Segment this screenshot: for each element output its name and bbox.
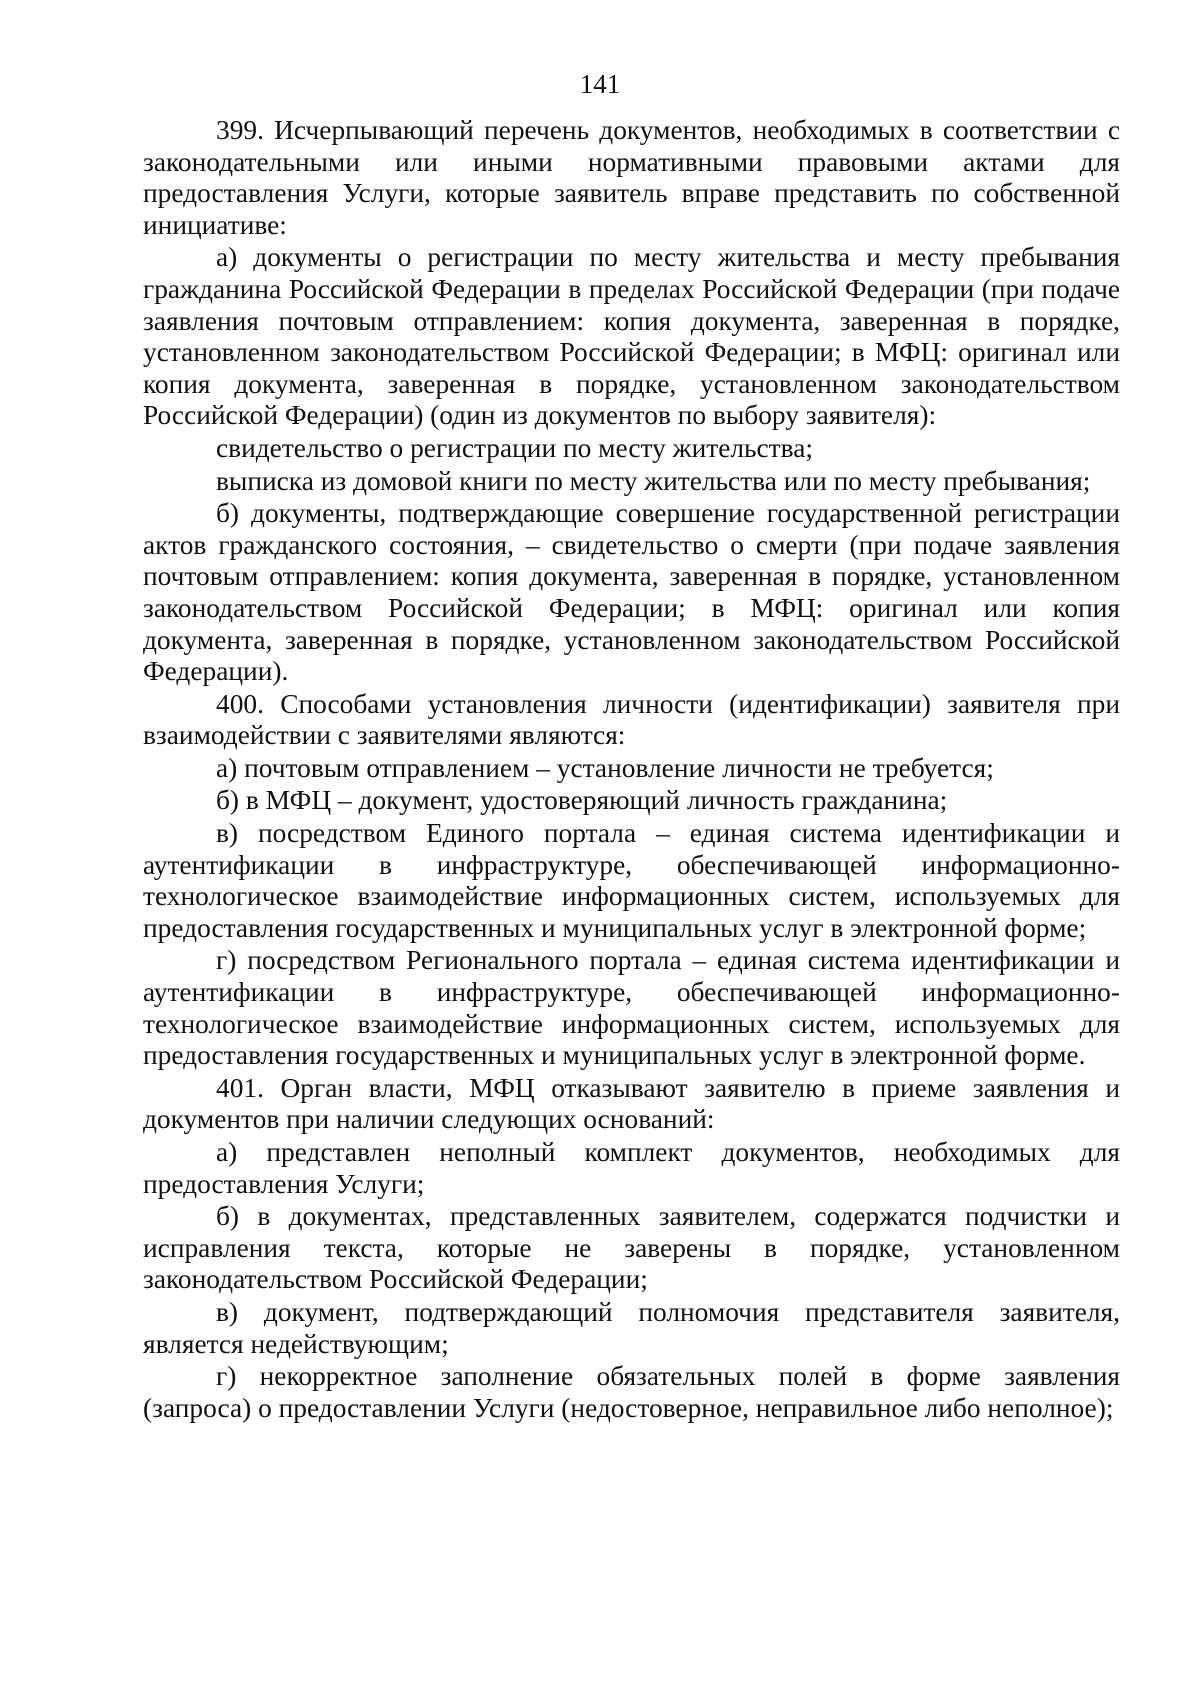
- paragraph-401: 401. Орган власти, МФЦ отказывают заявителю в приеме заявления и документов при наличии следующих оснований:: [143, 1072, 1120, 1135]
- paragraph-400-item-b: б) в МФЦ – документ, удостоверяющий личность гражданина;: [216, 785, 948, 816]
- paragraph-399-item-b: б) документы, подтверждающие совершение государственной регистрации актов гражданского состояния, – свидетельство о смерти (при подаче заявления почтовым отправлением: копия документа, заверенная в порядке, установленном законодательством Российской Федерации; в МФЦ: оригинал или копия документа, заверенная в порядке, установленном законодательством Российской Федерации).: [143, 498, 1120, 687]
- page-number: 141: [579, 69, 621, 99]
- paragraph-400-item-a: а) почтовым отправлением – установление личности не требуется;: [216, 752, 994, 783]
- paragraph-401-item-v: в) документ, подтверждающий полномочия представителя заявителя, является недействующим;: [143, 1296, 1120, 1359]
- paragraph-399-item-a-option-1: свидетельство о регистрации по месту жительства;: [216, 432, 813, 463]
- paragraph-399: 399. Исчерпывающий перечень документов, необходимых в соответствии с законодательными или иными нормативными правовыми актами для предоставления Услуги, которые заявитель вправе представить по собственной инициативе:: [143, 115, 1120, 240]
- paragraph-401-item-a: а) представлен неполный комплект документов, необходимых для предоставления Услуги;: [143, 1137, 1120, 1199]
- paragraph-399-item-a-option-2: выписка из домовой книги по месту жительства или по месту пребывания;: [216, 465, 1091, 496]
- paragraph-400-item-v: в) посредством Единого портала – единая система идентификации и аутентификации в инфраструктуре, обеспечивающей информационно-технологическое взаимодействие информационных систем, используемых для предоставления государственных и муниципальных услуг в электронной форме;: [143, 818, 1120, 943]
- document-body: [143, 115, 1120, 1425]
- paragraph-400-item-g: г) посредством Регионального портала – единая система идентификации и аутентификации в инфраструктуре, обеспечивающей информационно-технологическое взаимодействие информационных систем, используемых для предоставления государственных и муниципальных услуг в электронной форме.: [143, 945, 1120, 1071]
- paragraph-400: 400. Способами установления личности (идентификации) заявителя при взаимодействии с заявителями являются:: [143, 688, 1120, 751]
- paragraph-401-item-g: г) некорректное заполнение обязательных полей в форме заявления (запроса) о предоставлении Услуги (недостоверное, неправильное либо неполное);: [143, 1361, 1120, 1423]
- paragraph-401-item-b: б) в документах, представленных заявителем, содержатся подчистки и исправления текста, которые не заверены в порядке, установленном законодательством Российской Федерации;: [143, 1201, 1120, 1295]
- paragraph-399-item-a: а) документы о регистрации по месту жительства и месту пребывания гражданина Российской Федерации в пределах Российской Федерации (при подаче заявления почтовым отправлением: копия документа, заверенная в порядке, установленном законодательством Российской Федерации; в МФЦ: оригинал или копия документа, заверенная в порядке, установленном законодательством Российской Федерации) (один из документов по выбору заявителя):: [143, 242, 1120, 431]
